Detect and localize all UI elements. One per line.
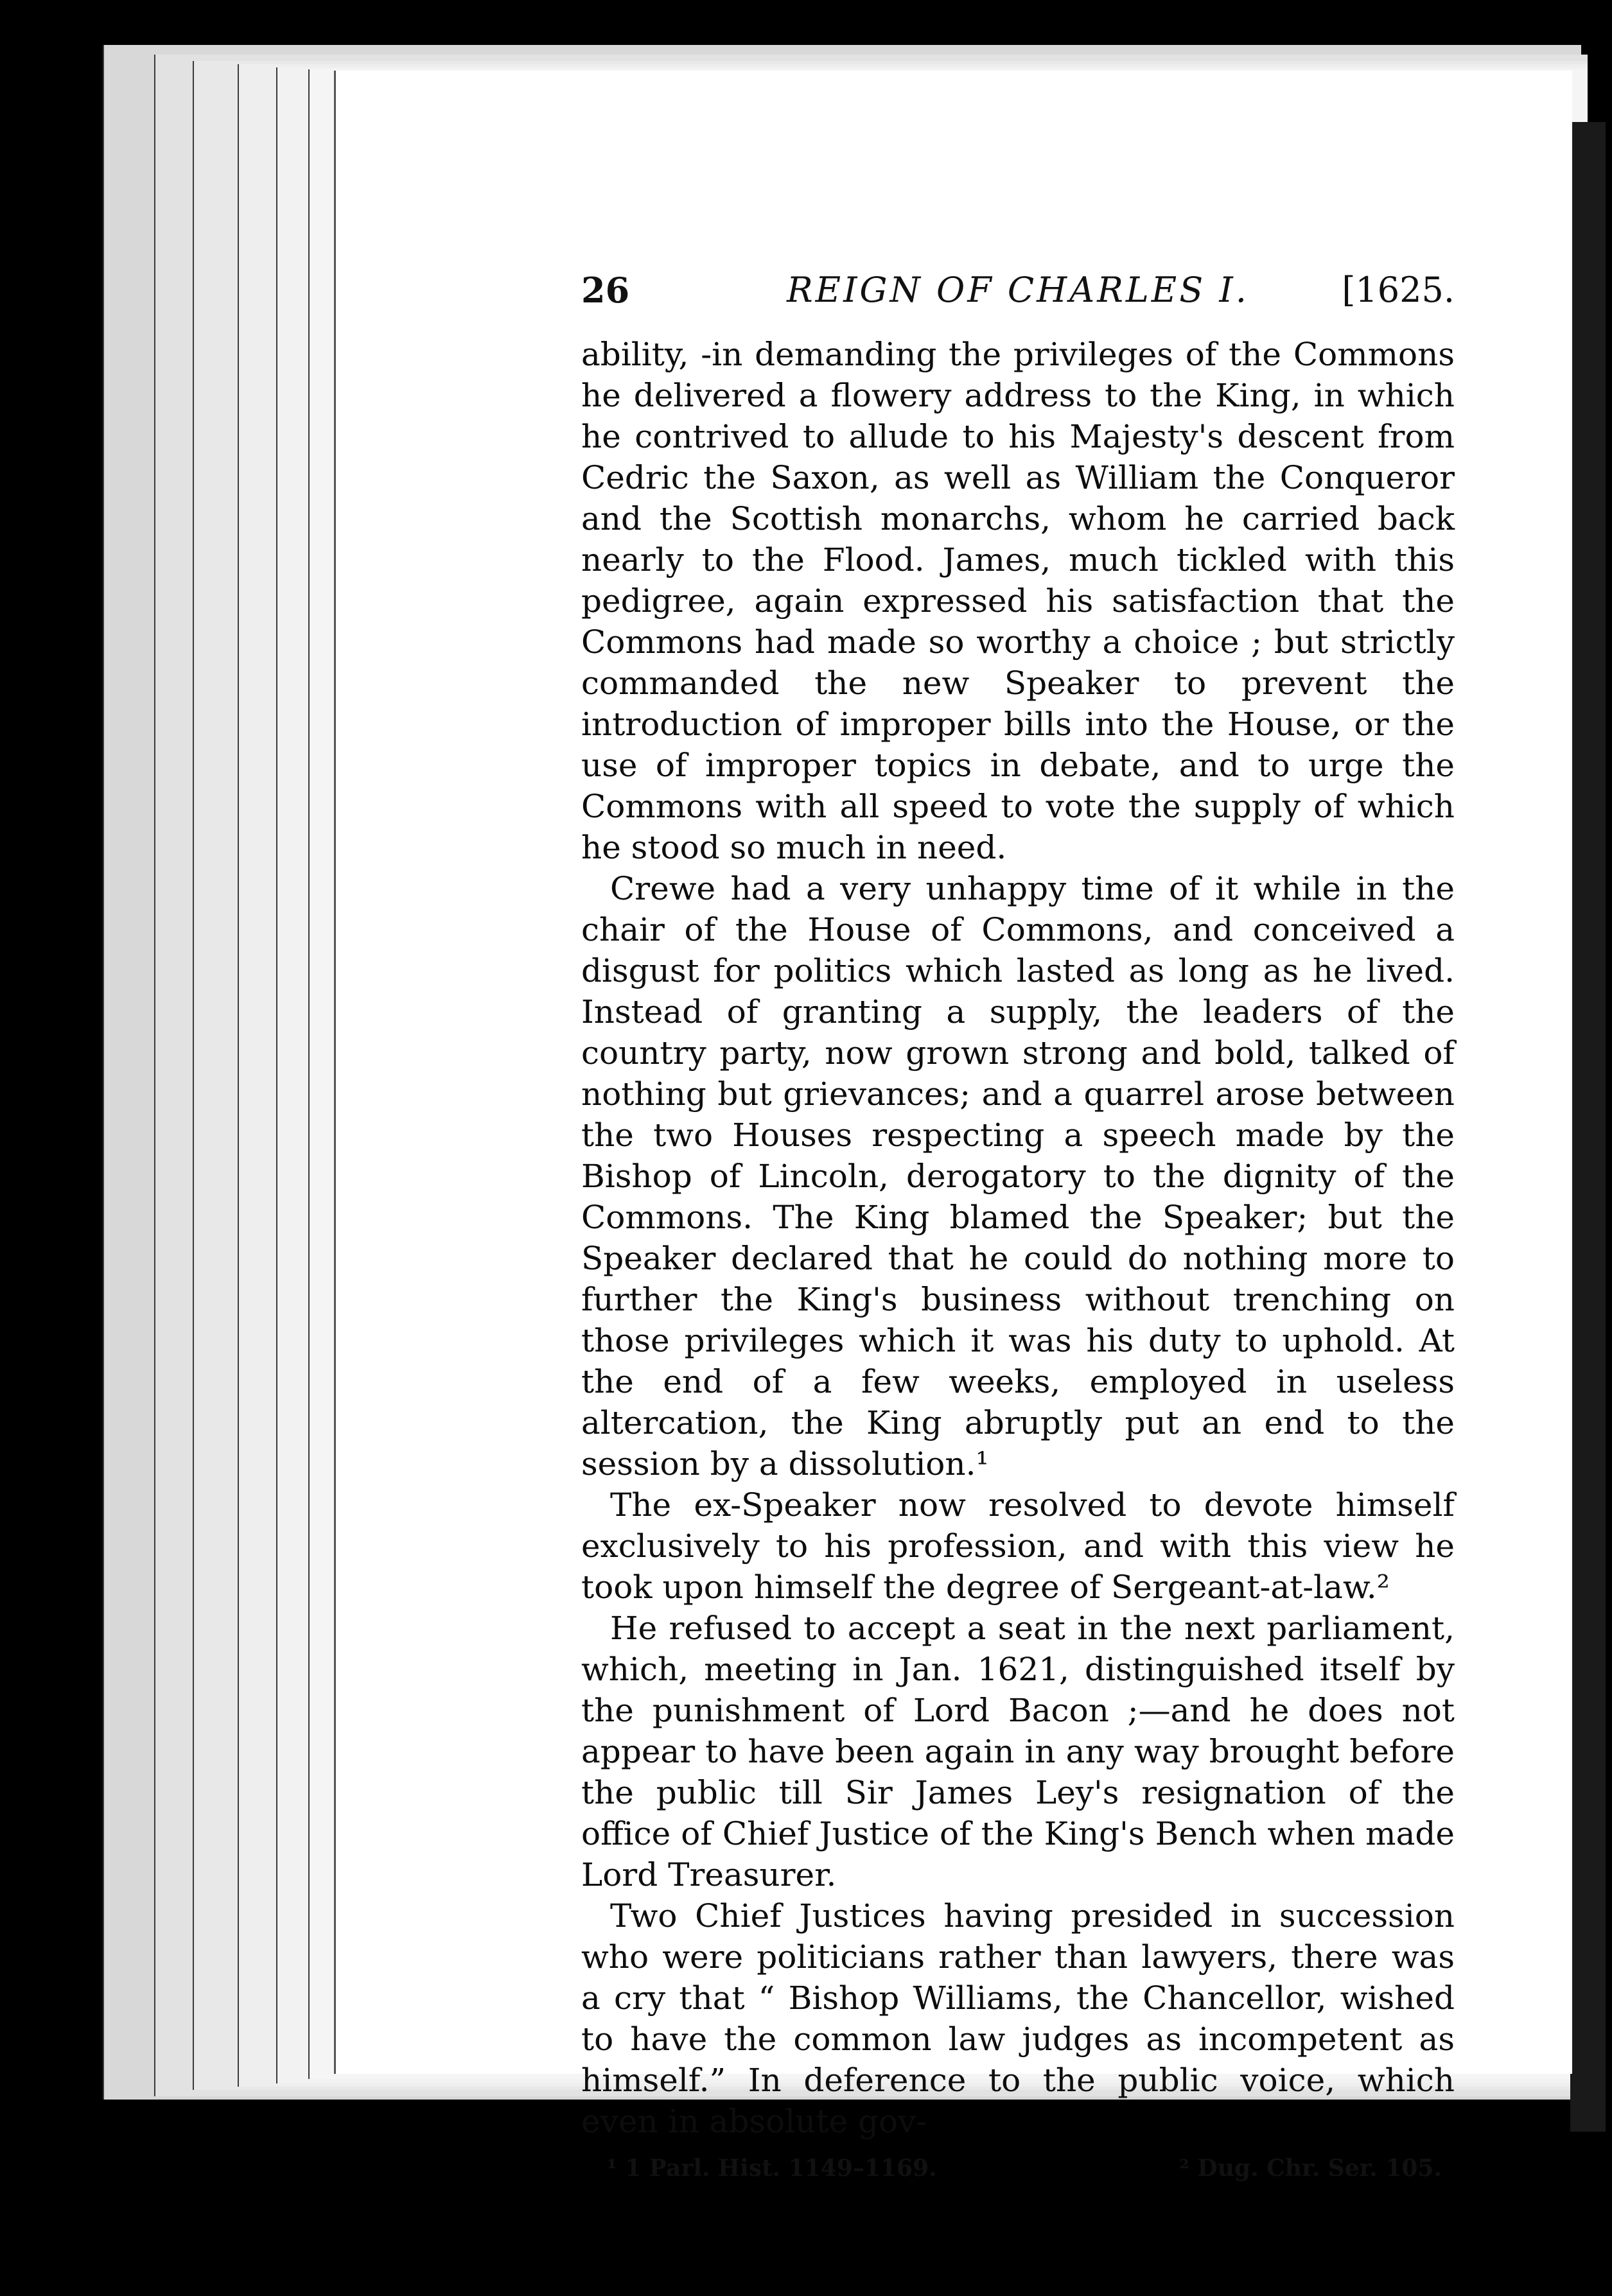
paragraph: Crewe had a very unhappy time of it while in the chair of the House of Commons, and conceived a disgust for politics which lasted as long as he lived. Instead of granting a supply, the leaders of the country party, now grown strong and bold, talked of nothing but grievances; and a quarrel arose between the two Houses respecting a speech made by the Bishop of Lincoln, derogatory to the dignity of the Commons. The King blamed the Speaker; but the Speaker declared that he could do nothing more to further the King's business without trenching on those privileges which it was his duty to uphold. At the end of a few weeks, employed in useless altercation, the King abruptly put an end to the session by a dissolution.¹: [581, 870, 1455, 1483]
right-page-shadow: [1570, 122, 1606, 2132]
footnotes: [581, 2155, 1455, 2193]
paragraph: He refused to accept a seat in the next parliament, which, meeting in Jan. 1621, distinguished itself by the punishment of Lord Bacon ;—and he does not appear to have been again in any way brought before the public till Sir James Ley's resignation of the office of Chief Justice of the King's Bench when made Lord Treasurer.: [581, 1610, 1455, 1893]
paragraph: ability, -in demanding the privileges of the Commons he delivered a flowery address to the King, in which he contrived to allude to his Majesty's descent from Cedric the Saxon, as well as William the Conqueror and the Scottish monarchs, whom he carried back nearly to the Flood. James, much tickled with this pedigree, again expressed his satisfaction that the Commons had made so worthy a choice ; but strictly commanded the new Speaker to prevent the introduction of improper bills into the House, or the use of improper topics in debate, and to urge the Commons with all speed to vote the supply of which he stood so much in need.: [581, 336, 1455, 866]
running-title: REIGN OF CHARLES I.: [787, 270, 1249, 310]
footnote-2: ² Dug. Chr. Ser. 105.: [1179, 2155, 1442, 2182]
page-number: 26: [581, 270, 630, 311]
running-year: [1625.: [1342, 270, 1455, 310]
footnote-1: ¹ 1 Parl. Hist. 1149–1169.: [607, 2155, 937, 2182]
paragraph: The ex-Speaker now resolved to devote himself exclusively to his profession, and with this view he took upon himself the degree of Sergeant-at-law.²: [581, 1486, 1455, 1606]
running-head: [581, 270, 1455, 334]
paragraph: Two Chief Justices having presided in succession who were politicians rather than lawyers, there was a cry that “ Bishop Williams, the Chancellor, wished to have the common law judges as incompetent as himself.” In deference to the public voice, which even in absolute gov-: [581, 1897, 1455, 2140]
page-content: [581, 270, 1455, 2182]
